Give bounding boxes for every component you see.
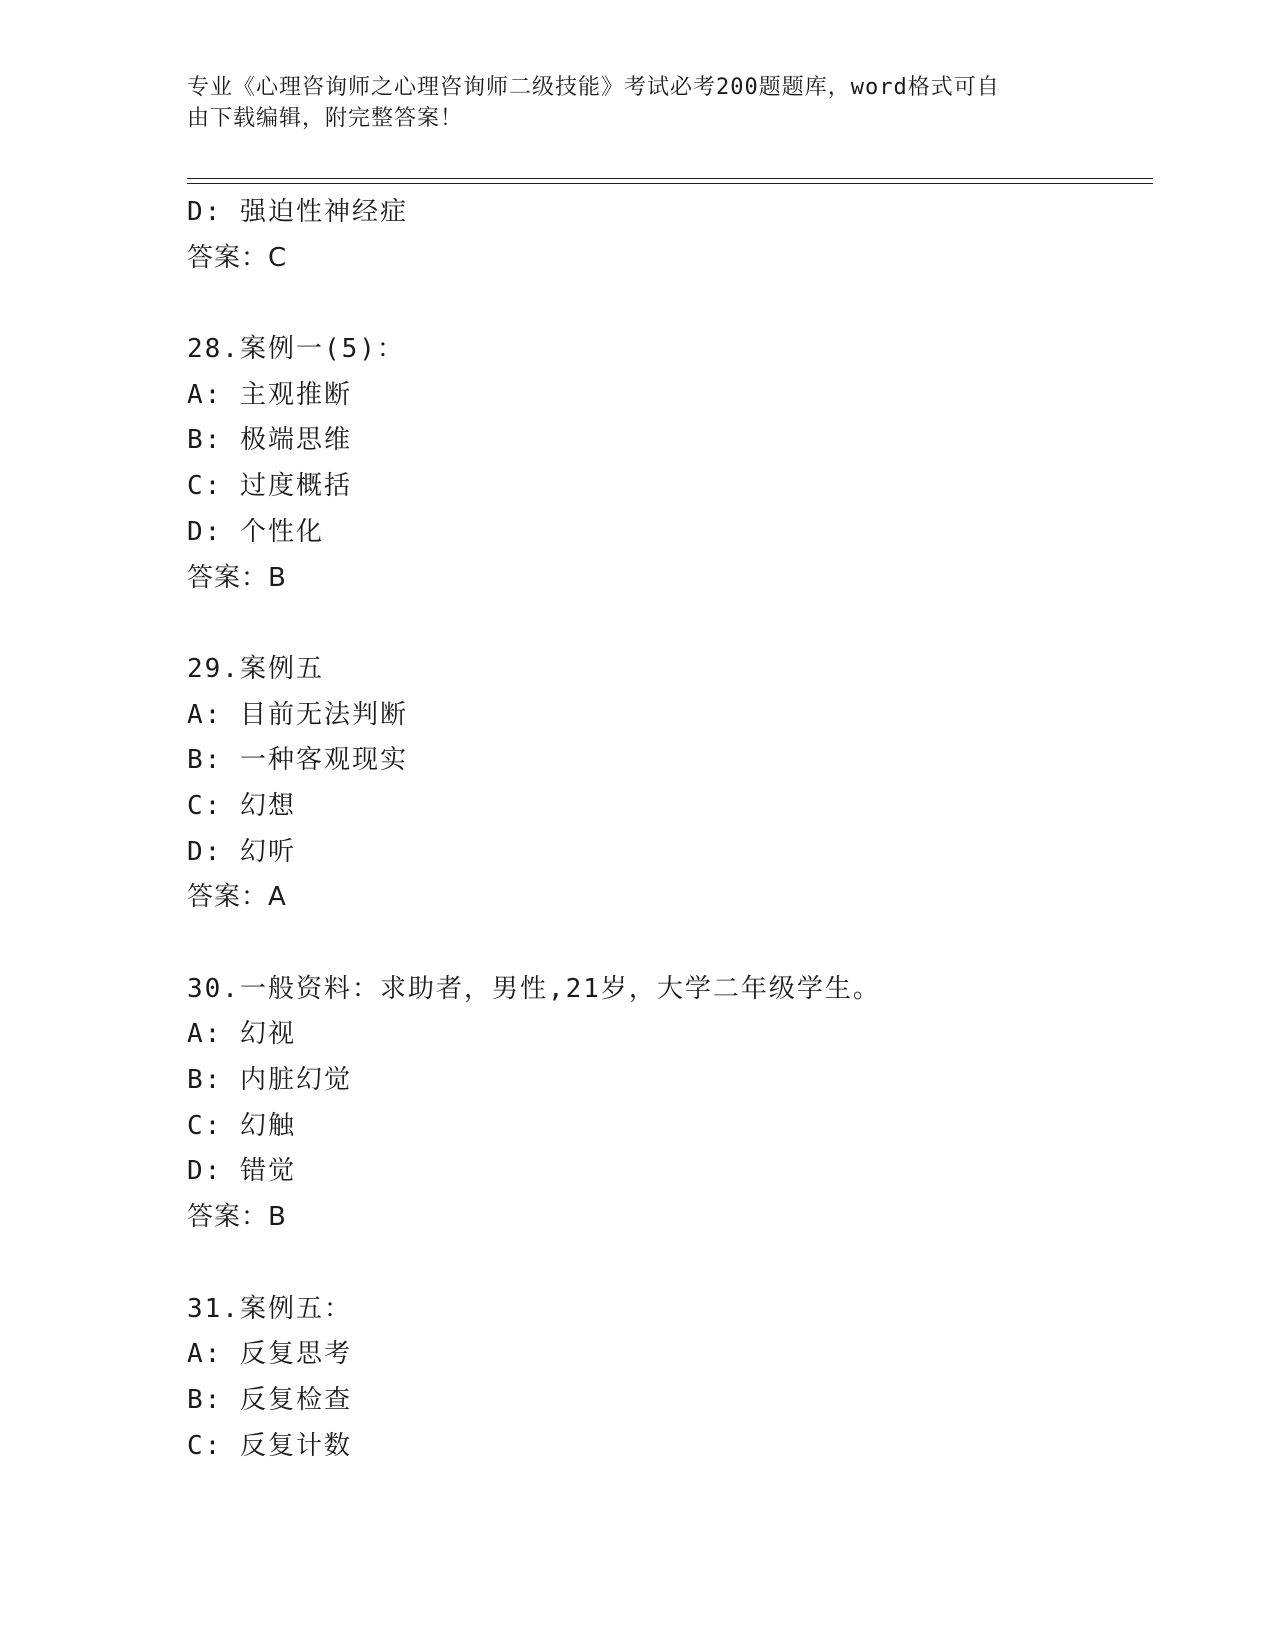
question-28-option-a: A: 主观推断 xyxy=(187,379,352,410)
question-30-title: 30.一般资料：求助者，男性,21岁，大学二年级学生。 xyxy=(187,973,881,1004)
document-header xyxy=(187,72,1077,134)
question-29-title: 29.案例五 xyxy=(187,653,324,684)
question-30-option-a: A: 幻视 xyxy=(187,1019,296,1050)
previous-answer: 答案：C xyxy=(187,242,288,273)
question-28-answer: 答案：B xyxy=(187,562,287,593)
question-29-option-d: D: 幻听 xyxy=(187,836,296,867)
question-28-option-c: C: 过度概括 xyxy=(187,471,352,502)
question-28-title: 28.案例一(5)： xyxy=(187,334,405,365)
spacer xyxy=(187,281,1147,327)
question-30-option-d: D: 错觉 xyxy=(187,1156,296,1187)
header-rule-top xyxy=(187,178,1153,179)
question-31-option-a: A: 反复思考 xyxy=(187,1339,352,1370)
spacer xyxy=(187,1241,1147,1287)
question-29-option-b: B: 一种客观现实 xyxy=(187,745,408,776)
header-line-1: 专业《心理咨询师之心理咨询师二级技能》考试必考200题题库，word格式可自 xyxy=(187,75,1000,100)
question-29-option-c: C: 幻想 xyxy=(187,790,296,821)
question-29-answer: 答案：A xyxy=(187,882,287,913)
question-30-option-b: B: 内脏幻觉 xyxy=(187,1065,352,1096)
header-line-2: 由下载编辑，附完整答案！ xyxy=(187,106,464,131)
question-30-option-c: C: 幻触 xyxy=(187,1110,296,1141)
question-28-option-d: D: 个性化 xyxy=(187,516,324,547)
question-31-option-b: B: 反复检查 xyxy=(187,1384,352,1415)
question-30-answer: 答案：B xyxy=(187,1202,287,1233)
question-31-option-c: C: 反复计数 xyxy=(187,1430,352,1461)
question-29-option-a: A: 目前无法判断 xyxy=(187,699,408,730)
spacer xyxy=(187,921,1147,967)
question-list xyxy=(187,190,1147,1469)
question-28-option-b: B: 极端思维 xyxy=(187,425,352,456)
question-31-title: 31.案例五： xyxy=(187,1293,352,1324)
header-rule-bottom xyxy=(187,183,1153,184)
spacer xyxy=(187,601,1147,647)
previous-option-d: D: 强迫性神经症 xyxy=(187,197,408,227)
